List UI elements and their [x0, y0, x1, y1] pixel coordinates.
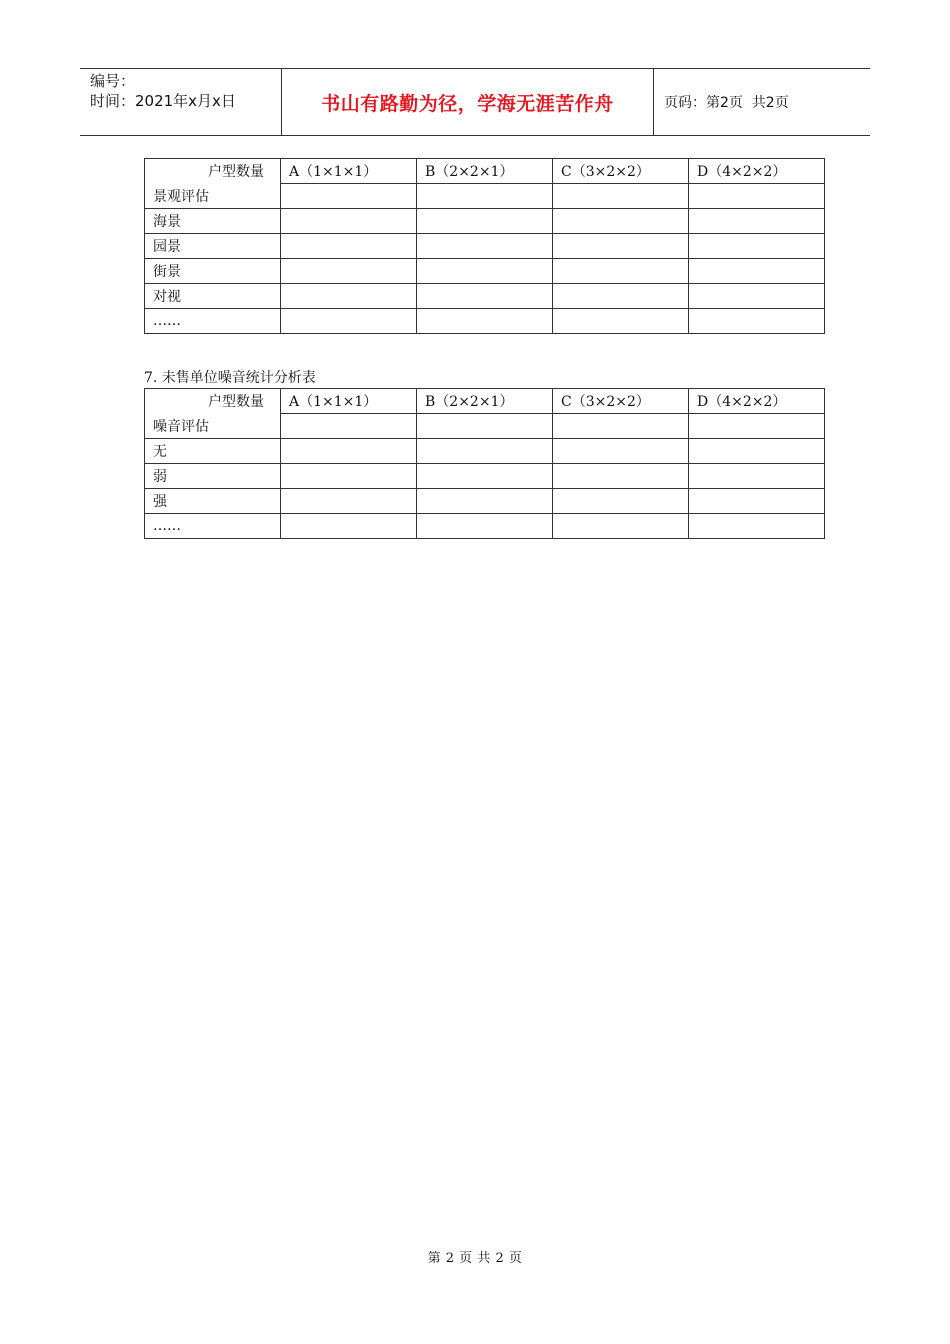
row-label: 强 [145, 489, 281, 514]
corner-header-bottom: 景观评估 [145, 184, 281, 209]
table-row [145, 309, 825, 334]
table-cell [553, 209, 689, 234]
row-label: …… [145, 309, 281, 334]
table-row [145, 234, 825, 259]
table-header-row-2 [145, 184, 825, 209]
table-cell [417, 309, 553, 334]
table-row [145, 514, 825, 539]
corner-header-top: 户型数量 [145, 159, 281, 184]
page-footer: 第 2 页 共 2 页 [427, 1251, 523, 1266]
row-label: 无 [145, 439, 281, 464]
table-cell [553, 439, 689, 464]
table-cell [417, 184, 553, 209]
table-cell [281, 184, 417, 209]
table-row [145, 209, 825, 234]
table-cell [417, 514, 553, 539]
table-row [145, 439, 825, 464]
table-cell [553, 259, 689, 284]
table-cell [689, 514, 825, 539]
column-header-b: B（2×2×1） [417, 389, 553, 414]
table-cell [689, 259, 825, 284]
table-cell [281, 309, 417, 334]
row-label: 园景 [145, 234, 281, 259]
table-cell [281, 439, 417, 464]
table-cell [553, 489, 689, 514]
header-motto: 书山有路勤为径，学海无涯苦作舟 [282, 69, 654, 135]
table-cell [689, 184, 825, 209]
table-header-row-2 [145, 414, 825, 439]
table-cell [281, 209, 417, 234]
row-label: 对视 [145, 284, 281, 309]
table-cell [281, 414, 417, 439]
table-cell [281, 464, 417, 489]
table-header-row [145, 389, 825, 414]
table-cell [417, 284, 553, 309]
table-cell [553, 414, 689, 439]
header-page-label: 页码：第2页 共2页 [664, 95, 789, 111]
table-cell [417, 439, 553, 464]
column-header-c: C（3×2×2） [553, 389, 689, 414]
column-header-b: B（2×2×1） [417, 159, 553, 184]
table-cell [689, 464, 825, 489]
table-row [145, 489, 825, 514]
table-cell [689, 309, 825, 334]
column-header-a: A（1×1×1） [281, 159, 417, 184]
noise-evaluation-table [144, 388, 825, 539]
section-7-title: 7. 未售单位噪音统计分析表 [144, 370, 316, 386]
table-cell [281, 284, 417, 309]
table-cell [417, 234, 553, 259]
table-row [145, 464, 825, 489]
landscape-evaluation-table [144, 158, 825, 334]
table-cell [417, 489, 553, 514]
table-cell [281, 489, 417, 514]
table-cell [553, 464, 689, 489]
header-right [654, 69, 870, 135]
table-row [145, 284, 825, 309]
column-header-d: D（4×2×2） [689, 389, 825, 414]
table-cell [281, 259, 417, 284]
row-label: …… [145, 514, 281, 539]
table-cell [689, 284, 825, 309]
table-cell [553, 184, 689, 209]
row-label: 海景 [145, 209, 281, 234]
table-cell [553, 514, 689, 539]
table-cell [689, 489, 825, 514]
table-cell [417, 414, 553, 439]
page-header [80, 68, 870, 136]
corner-header-top: 户型数量 [145, 389, 281, 414]
row-label: 街景 [145, 259, 281, 284]
table-cell [417, 464, 553, 489]
column-header-a: A（1×1×1） [281, 389, 417, 414]
document-date-label: 时间：2021年x月x日 [90, 92, 236, 110]
table-cell [553, 234, 689, 259]
table-cell [417, 259, 553, 284]
table-row [145, 259, 825, 284]
header-left [80, 69, 282, 135]
table-cell [281, 234, 417, 259]
table-cell [689, 209, 825, 234]
table-header-row [145, 159, 825, 184]
table-cell [689, 439, 825, 464]
table-cell [689, 234, 825, 259]
table-cell [689, 414, 825, 439]
table-cell [553, 309, 689, 334]
table-cell [553, 284, 689, 309]
column-header-d: D（4×2×2） [689, 159, 825, 184]
table-cell [417, 209, 553, 234]
corner-header-bottom: 噪音评估 [145, 414, 281, 439]
row-label: 弱 [145, 464, 281, 489]
document-number-label: 编号： [90, 72, 136, 90]
column-header-c: C（3×2×2） [553, 159, 689, 184]
table-cell [281, 514, 417, 539]
